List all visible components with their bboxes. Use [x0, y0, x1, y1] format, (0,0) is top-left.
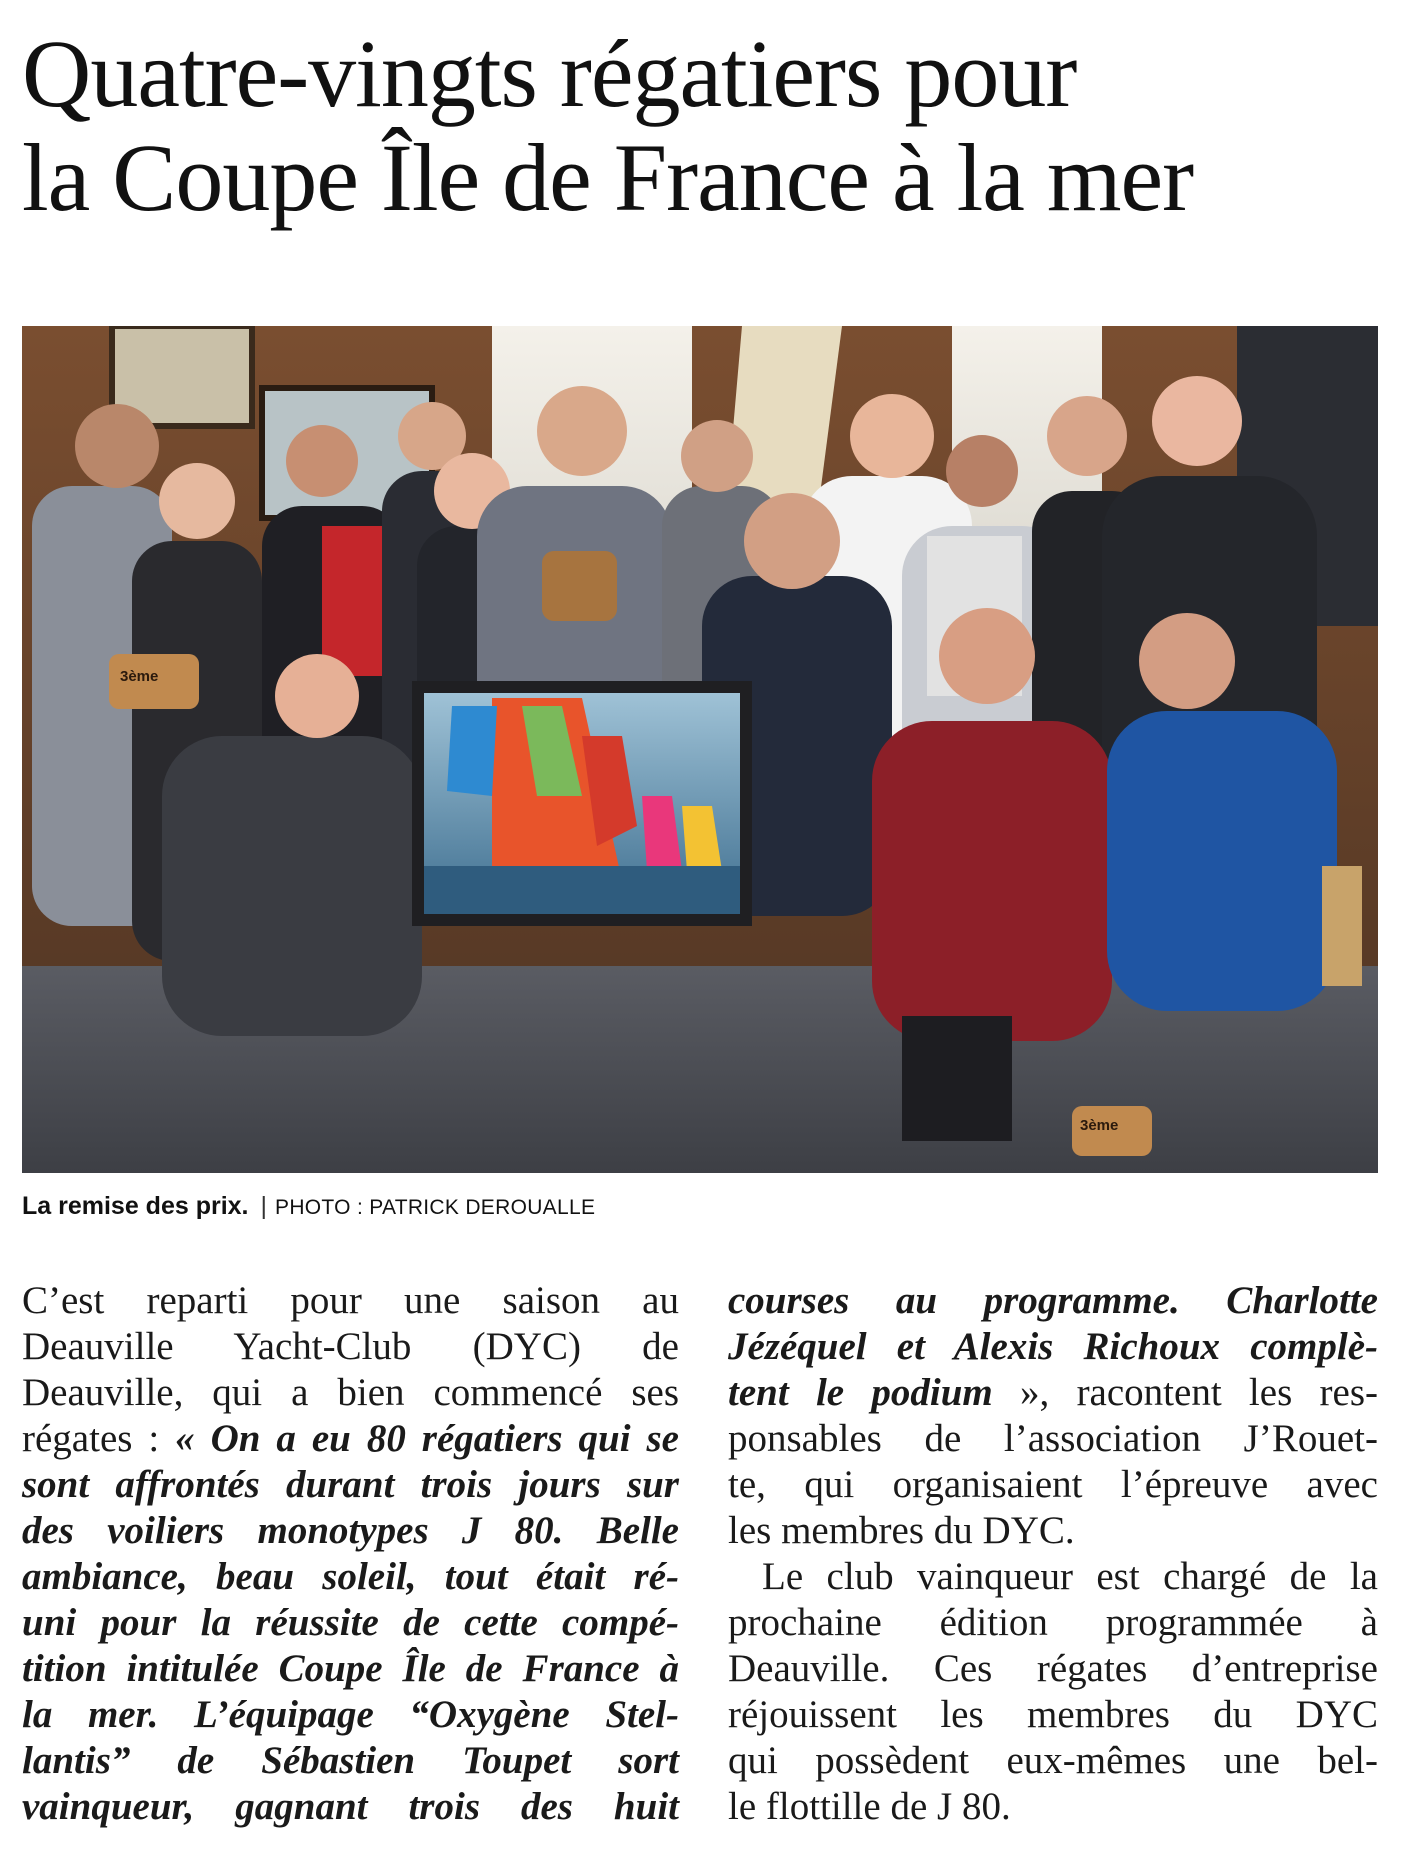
photo-caption [22, 1192, 1378, 1221]
body-text: C’est reparti pour une saison au [22, 1279, 679, 1322]
article-line [728, 1646, 1378, 1692]
article-line [22, 1738, 679, 1784]
body-text: Deauville, qui a bien commencé ses [22, 1371, 679, 1414]
quote-text: ambiance, beau soleil, tout était ré- [22, 1555, 679, 1598]
article-line [728, 1324, 1378, 1370]
caption-text: La remise des prix. [22, 1192, 249, 1220]
article-line [728, 1692, 1378, 1738]
article-line [728, 1784, 1378, 1830]
article-line [22, 1278, 679, 1324]
quote-text: vainqueur, gagnant trois des huit [22, 1785, 679, 1828]
group-photo [22, 326, 1378, 1173]
article-line [22, 1462, 679, 1508]
body-text: Deauville. Ces régates d’entreprise [728, 1647, 1378, 1690]
article-line [728, 1738, 1378, 1784]
body-text: le flottille de J 80. [728, 1785, 1011, 1828]
quote-text: lantis” de Sébastien Toupet sort [22, 1739, 679, 1782]
article-column-right [728, 1278, 1378, 1830]
headline-line-1: Quatre-vingts régatiers pour [22, 20, 1077, 127]
quote-text: sont affrontés durant trois jours sur [22, 1463, 679, 1506]
body-text: te, qui organisaient l’épreuve avec [728, 1463, 1378, 1506]
group-photo-illustration [22, 326, 1378, 1173]
headline [22, 22, 1412, 230]
body-text: qui possèdent eux-mêmes une bel- [728, 1739, 1378, 1782]
quote-text: des voiliers monotypes J 80. Belle [22, 1509, 679, 1552]
body-text: les membres du DYC. [728, 1509, 1075, 1552]
quote-text: uni pour la réussite de cette compé- [22, 1601, 679, 1644]
article-line [728, 1462, 1378, 1508]
article-line [728, 1508, 1378, 1554]
article-line [22, 1416, 679, 1462]
article-line [728, 1278, 1378, 1324]
photo-credit: PHOTO : PATRICK DEROUALLE [275, 1196, 596, 1219]
body-text: Deauville Yacht-Club (DYC) de [22, 1325, 679, 1368]
quote-text: courses au programme. Charlotte [728, 1279, 1378, 1322]
quote-text: « On a eu 80 régatiers qui se [175, 1417, 679, 1460]
quote-text: Jézéquel et Alexis Richoux complè- [728, 1325, 1378, 1368]
trophy-label-2: 3ème [1080, 1117, 1119, 1134]
body-text: », racontent les res- [992, 1371, 1378, 1414]
article-line [22, 1554, 679, 1600]
article-line [22, 1508, 679, 1554]
article-column-left [22, 1278, 679, 1830]
quote-text: la mer. L’équipage “Oxygène Stel- [22, 1693, 679, 1736]
article-line [22, 1370, 679, 1416]
body-text: prochaine édition programmée à [728, 1601, 1378, 1644]
article-line [728, 1370, 1378, 1416]
body-text: réjouissent les membres du DYC [728, 1693, 1378, 1736]
article-line [22, 1324, 679, 1370]
article-line [728, 1554, 1378, 1600]
quote-text: tition intitulée Coupe Île de France à [22, 1647, 679, 1690]
quote-text: tent le podium [728, 1371, 993, 1414]
caption-separator: | [260, 1192, 268, 1220]
trophy-label: 3ème [120, 668, 159, 685]
article-line [728, 1416, 1378, 1462]
article-line [22, 1600, 679, 1646]
headline-line-2: la Coupe Île de France à la mer [22, 124, 1194, 231]
body-text: régates : [22, 1417, 176, 1460]
body-text: Le club vainqueur est chargé de la [762, 1555, 1378, 1598]
article-line [728, 1600, 1378, 1646]
article-line [22, 1646, 679, 1692]
article-line [22, 1692, 679, 1738]
article-line [22, 1784, 679, 1830]
body-text: ponsables de l’association J’Rouet- [728, 1417, 1378, 1460]
